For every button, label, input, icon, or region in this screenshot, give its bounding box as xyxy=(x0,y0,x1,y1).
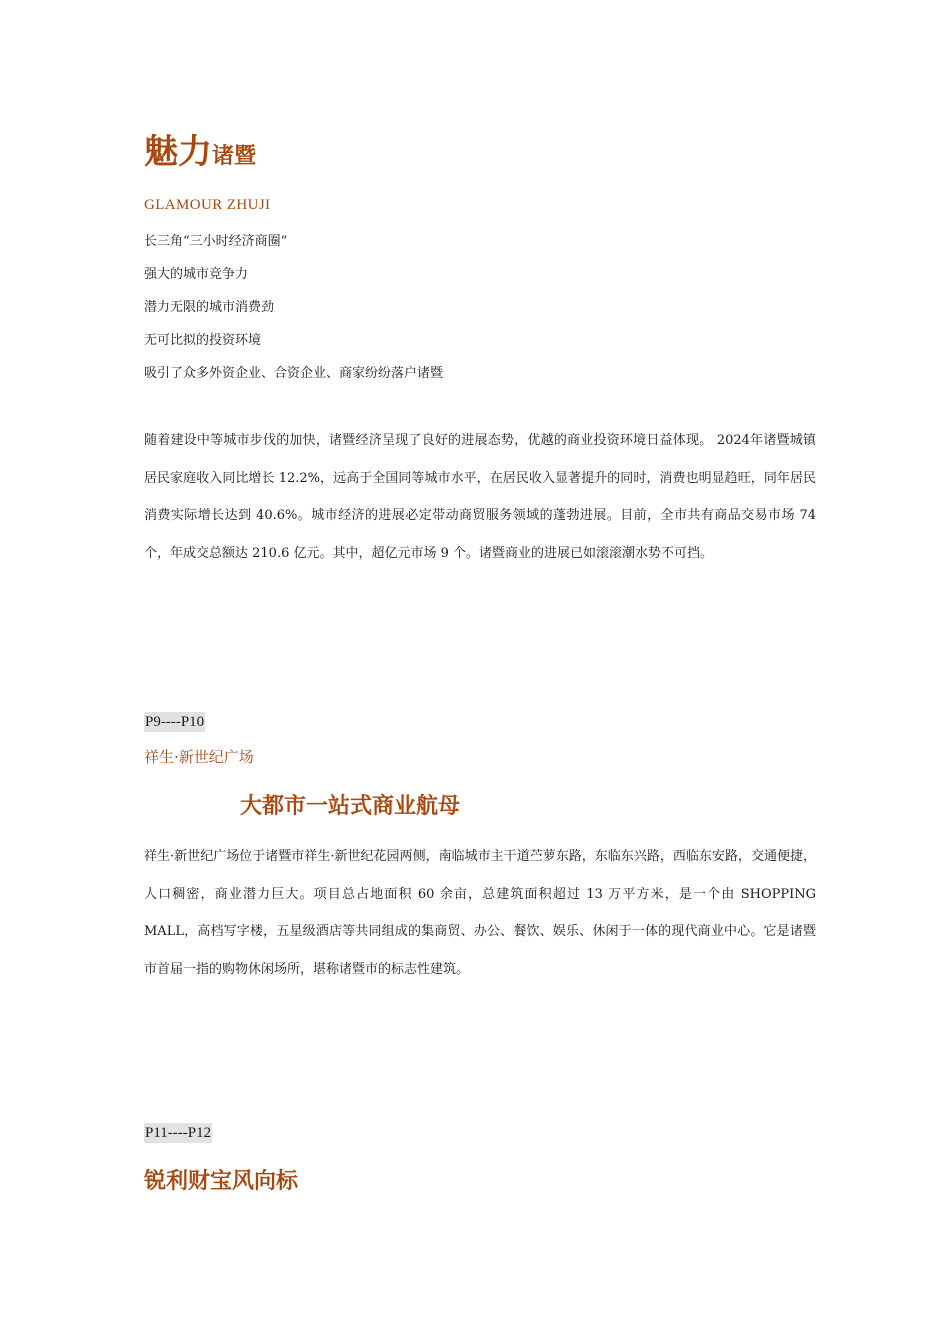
section1-title xyxy=(144,128,256,182)
bullet-line-3: 潜力无限的城市消费劲 xyxy=(144,300,275,315)
bullet-line-1: 长三角“三小时经济商圈” xyxy=(144,234,288,249)
page-marker-p9-p10: P9----P10 xyxy=(145,714,205,730)
bullet-line-5: 吸引了众多外资企业、合资企业、商家纷纷落户诸暨 xyxy=(144,366,444,381)
section2-headline: 大都市一站式商业航母 xyxy=(240,794,461,819)
section2-paragraph: 祥生·新世纪广场位于诸暨市祥生·新世纪花园两侧，南临城市主干道苎萝东路，东临东兴路，西临东安路，交通便捷，人口稠密，商业潜力巨大。项目总占地面积 60 余亩，总建筑面积超过 13 万平方米，是一个由 SHOPPING MALL，高档写字楼，五星级酒店等共同组成的集商贸、办公、餐饮、娱乐、休闲于一体的现代商业中心。它是诸暨市首届一指的购物休闲场所，堪称诸暨市的标志性建筑。 xyxy=(144,849,816,977)
section3-headline: 锐利财宝风向标 xyxy=(144,1169,299,1194)
page-marker-p11-p12: P11----P12 xyxy=(145,1125,212,1141)
section1-title-large: 魅力 xyxy=(144,132,212,172)
bullet-line-4: 无可比拟的投资环境 xyxy=(144,333,262,348)
bullet-line-2: 强大的城市竞争力 xyxy=(144,267,249,282)
section1-paragraph: 随着建设中等城市步伐的加快，诸暨经济呈现了良好的进展态势，优越的商业投资环境日益体现。 2024年诸暨城镇居民家庭收入同比增长 12.2%，远高于全国同等城市水平，在居民收入显著提升的同时，消费也明显趋旺，同年居民消费实际增长达到 40.6%。城市经济的进展必定带动商贸服务领域的蓬勃进展。目前，全市共有商品交易市场 74 个，年成交总额达 210.6 亿元。其中，超亿元市场 9 个。诸暨商业的进展已如滚滚潮水势不可挡。 xyxy=(144,433,816,561)
section2-subtitle: 祥生·新世纪广场 xyxy=(144,748,254,766)
section1-title-small: 诸暨 xyxy=(212,144,257,169)
section1-subtitle: GLAMOUR ZHUJI xyxy=(144,197,271,213)
